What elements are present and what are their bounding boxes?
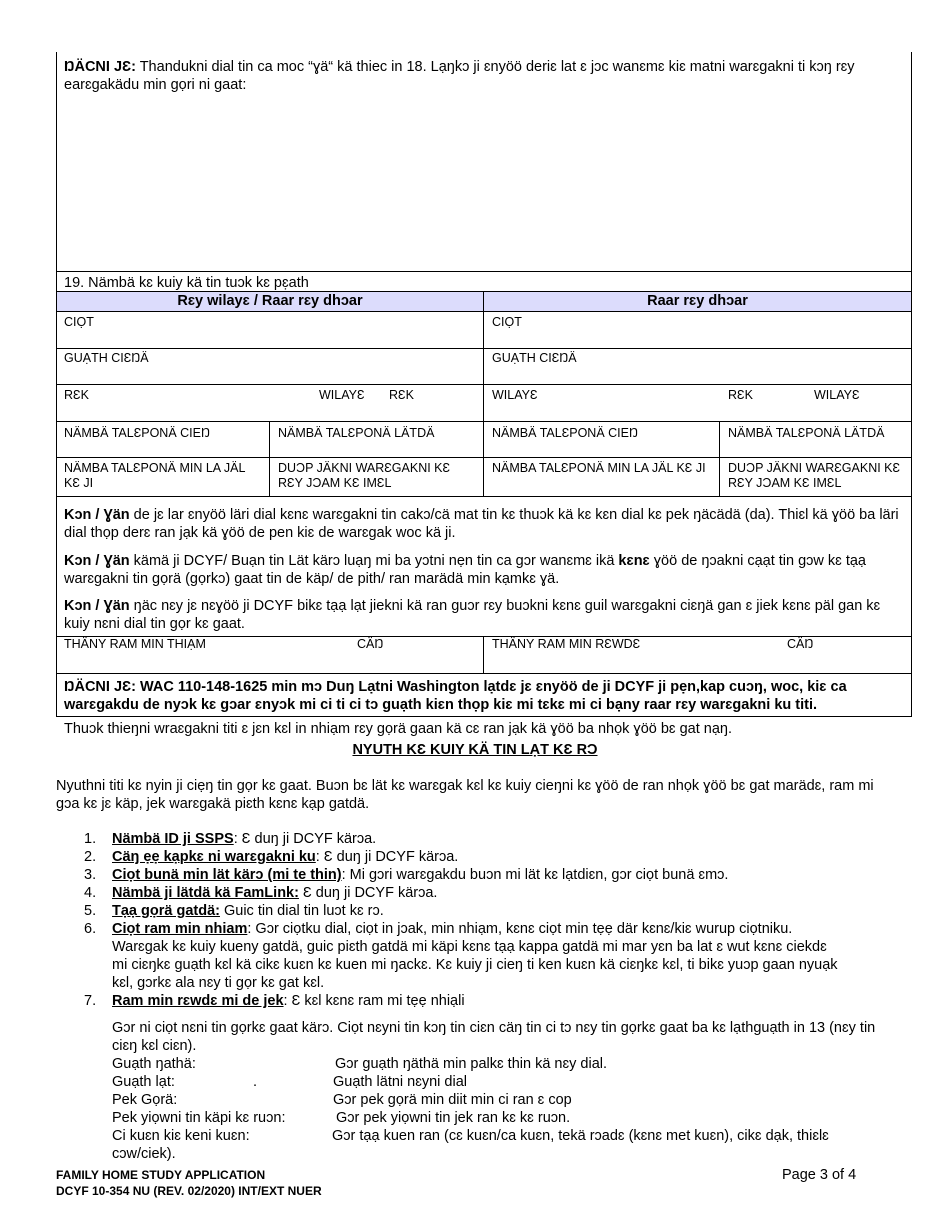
left-city-field[interactable]: GUẠTH CIƐŊÄ [64,351,149,365]
item-6-cont-2: mi ciɛŋkɛ guạth kɛl kä cikɛ kuɛn kɛ kuen mi ŋackɛ. Kɛ kuiy ji cieŋ ti ken kuɛn kä ciɛŋkɛ kɛl, ti bikɛ yuɔp gaan nyuạk [112,957,838,973]
item-4: Nämbä ji lätdä kä FamLink: Ɛ duŋ ji DCYF kärɔa. [112,885,438,901]
consent-paragraph-1: Kɔn / Ɣän de jɛ lar ɛnyöö läri dial kɛnɛ warɛgakni tin cakɔ/cä mat tin kɛ thuɔk kä kɛ kɛn dial kɛ pek ŋäcädä (da). Thiɛl kä ɣöö ba läri dial thọp derɛ ran jạk kä ɣöö de pen kiɛ de warɛgak woc kä ji. [64,507,899,541]
def-term-5: Ci kuɛn kiɛ keni kuɛn: [112,1128,250,1144]
right-work-phone-field[interactable]: NÄMBÄ TALƐPONÄ LÄTDÄ [728,426,885,440]
item-2: Cäŋ ẹẹ kạpkɛ ni warɛgakni ku: Ɛ duŋ ji DCYF kärɔa. [112,849,459,865]
right-rek-field[interactable]: RƐK [728,388,753,402]
item-7: Ram min rɛwdɛ mi de jek: Ɛ kɛl kɛnɛ ram mi tẹẹ nhiạli [112,993,465,1009]
co-applicant-date-field[interactable]: CÄŊ [787,637,814,651]
def-term-4: Pek yiọwni tin käpi kɛ ruɔn: [112,1110,286,1126]
right-street-field[interactable]: CIỌT [492,315,522,329]
thuok-line: Thuɔk thieŋni wraɛgakni titi ɛ jɛn kɛl in nhiạm rɛy gọrä gaan kä cɛ ran jạk kä ɣöö ba nhọk ɣöö bɛ gat nạŋ. [64,721,732,737]
item-3: Ciọt bunä min lät kärɔ (mi te thin): Mi gɔri warɛgakdu buɔn mi lät kɛ lạtdiɛn, gɔr ciọt bunä ɛmɔ. [112,867,729,883]
def-term-3: Pek Gọrä: [112,1092,178,1108]
footer-form-number: DCYF 10-354 NU (REV. 02/2020) INT/EXT NUER [56,1184,322,1198]
right-cell-phone-field[interactable]: NÄMBA TALƐPONÄ MIN LA JÄL KƐ JI [492,461,706,475]
right-city-field[interactable]: GUẠTH CIƐŊÄ [492,351,577,365]
instructions-intro: Nyuthni titi kɛ nyin ji ciẹŋ tin gọr kɛ gaat. Buɔn bɛ lät kɛ warɛgak kɛl kɛ kuiy cieŋni kɛ ɣöö de ran nhọk ɣöö bɛ gat marädɛ, ram mi gɔa kɛ jɛ käp, jek warɛgakä piɛth kɛnɛ kạp gatdä. [56,778,874,812]
item-6-cont-3: kɛl, gɔrkɛ ala nɛy ti gọr kɛ gat kɛl. [112,975,325,991]
left-street-field[interactable]: CIỌT [64,315,94,329]
right-home-phone-field[interactable]: NÄMBÄ TALƐPONÄ CIEŊ [492,426,639,440]
item-6-cont-1: Warɛgak kɛ kuiy kueny gatdä, guic piɛth gatdä mi käpi kɛnɛ tạạ kappa gatdä mi mar yɛn ba lat ɛ wut kɛnɛ ciekdɛ [112,939,827,955]
item-2-num: 2. [84,849,97,865]
item-6: Ciọt ram min nhiam: Gɔr ciọtku dial, ciọt in jɔak, min nhiạm, kɛnɛ ciọt min tẹẹ där kɛnɛ/kiɛ wurup ciọtniku. [112,921,793,937]
left-cell-phone-field[interactable]: NÄMBA TALƐPONÄ MIN LA JÄL KƐ JI [64,461,245,490]
page-number: Page 3 of 4 [782,1167,857,1183]
item-5-num: 5. [84,903,97,919]
def-text-1: Gɔr guạth ŋäthä min palkɛ thin kä nɛy dial. [335,1056,608,1072]
item-6-num: 6. [84,921,97,937]
applicant-signature-field[interactable]: THÄNY RAM MIN THIẠM [64,637,206,651]
right-wilaye-field[interactable]: WILAYƐ [492,388,538,402]
left-home-phone-field[interactable]: NÄMBÄ TALƐPONÄ CIEŊ [64,426,211,440]
def-text-5: Gɔr tạạ kuen ran (cɛ kuɛn/ca kuɛn, tekä rɔadɛ (kɛnɛ met kuɛn), cikɛ dạk, thiɛlɛ [332,1128,829,1144]
consent-paragraph-2: Kɔn / Ɣän kämä ji DCYF/ Buạn tin Lät kärɔ luạŋ mi ba yɔtni nẹn tin ca gɔr wanɛmɛ ikä kɛnɛ ɣöö de ŋɔakni cạạt tin gɔw kɛ tạạ warɛgakni tin gọrä (gọrkɔ) gaat tin de käp/ de pith/ ran marädä min kạmkɛ ɣä. [64,553,866,587]
co-applicant-signature-field[interactable]: THÄNY RAM MIN RƐWDƐ [492,637,641,651]
left-work-phone-field[interactable]: NÄMBÄ TALƐPONÄ LÄTDÄ [278,426,435,440]
consent-paragraph-3: Kɔn / Ɣän ŋäc nɛy jɛ nɛɣöö ji DCYF bikɛ tạạ lạt jiekni kä ran guɔr rɛy buɔkni kɛnɛ guil warɛgakni ciɛŋä gan ɛ jiek kɛnɛ päl gan kɛ kuiy nɛni dial tin gọr kɛ gaat. [64,598,881,632]
left-email-field[interactable]: DUƆP JÄKNI WARƐGAKNI KƐ RƐY JƆAM KƐ IMƐL [278,461,451,490]
item-3-num: 3. [84,867,97,883]
left-wilaye-field[interactable]: WILAYƐ [319,388,365,402]
item-1-num: 1. [84,831,97,847]
right-wilaye2-field[interactable]: WILAYƐ [814,388,860,402]
applicant-date-field[interactable]: CÄŊ [357,637,384,651]
notice-text: ŊÄCNI JƐ: Thandukni dial tin ca moc “ɣä“ kä thiec in 18. Lạŋkɔ ji ɛnyöö deriɛ lat ɛ jɔc wanɛmɛ kiɛ matni warɛgakni ti kɔŋ rɛy earɛgakädu min gọri ni gaat: [64,59,855,93]
item-4-num: 4. [84,885,97,901]
wac-notice-text: ŊÄCNI JƐ: WAC 110-148-1625 min mɔ Duŋ Lạtni Washington lạtdɛ jɛ ɛnyöö de ji DCYF ji pẹn,kap cuɔŋ, woc, kiɛ ca warɛgakdu de nyɔk kɛ gɔar ɛnyɔk mi ci ti ci tɔ guạth kiɛn thọp kiɛ mi tɛkɛ mi ci bạny raar rɛy warɛgakni ku titi. [64,679,847,713]
def-text-3: Gɔr pek gọrä min diit min ci ran ɛ cop [333,1092,572,1108]
col-header-left: Rɛy wilayɛ / Raar rɛy dhɔar [57,292,483,311]
instructions-heading: NYUTH KƐ KUIY KÄ TIN LẠT KƐ RƆ [352,742,598,758]
def-text-2: Guạth lätni nɛyni dial [333,1074,468,1090]
def-text-4: Gɔr pek yiọwni tin jek ran kɛ kɛ ruɔn. [336,1110,571,1126]
def-dot-2: . [253,1074,258,1090]
item-1: Nämbä ID ji SSPS: Ɛ duŋ ji DCYF kärɔa. [112,831,377,847]
q19-title: 19. Nämbä kɛ kuiy kä tin tuɔk kɛ pɛ̣ath [64,275,309,291]
col-header-right: Raar rɛy dhɔar [484,292,911,311]
item-5: Tạạ gọrä gatdä: Guic tin dial tin luɔt kɛ rɔ. [112,903,384,919]
item-7-paragraph: Gɔr ni ciọt nɛni tin gọrkɛ gaat kärɔ. Ciọt nɛyni tin kɔŋ tin ciɛn cäŋ tin ci tɔ nɛy tin gọrkɛ gaat ba kɛ lạthguạth in 13 (nɛy tin ciɛŋ kɛl ciɛn). [112,1020,876,1054]
left-rek2-field[interactable]: RƐK [389,388,414,402]
footer-title: FAMILY HOME STUDY APPLICATION [56,1168,266,1182]
item-7-num: 7. [84,993,97,1009]
right-email-field[interactable]: DUƆP JÄKNI WARƐGAKNI KƐ RƐY JƆAM KƐ IMƐL [728,461,901,490]
left-rek-field[interactable]: RƐK [64,388,89,402]
def-term-1: Guạth ŋathä: [112,1056,196,1072]
def-term-2: Guạth lạt: [112,1074,175,1090]
def-text-5-cont: cɔw/ciek). [112,1146,176,1162]
